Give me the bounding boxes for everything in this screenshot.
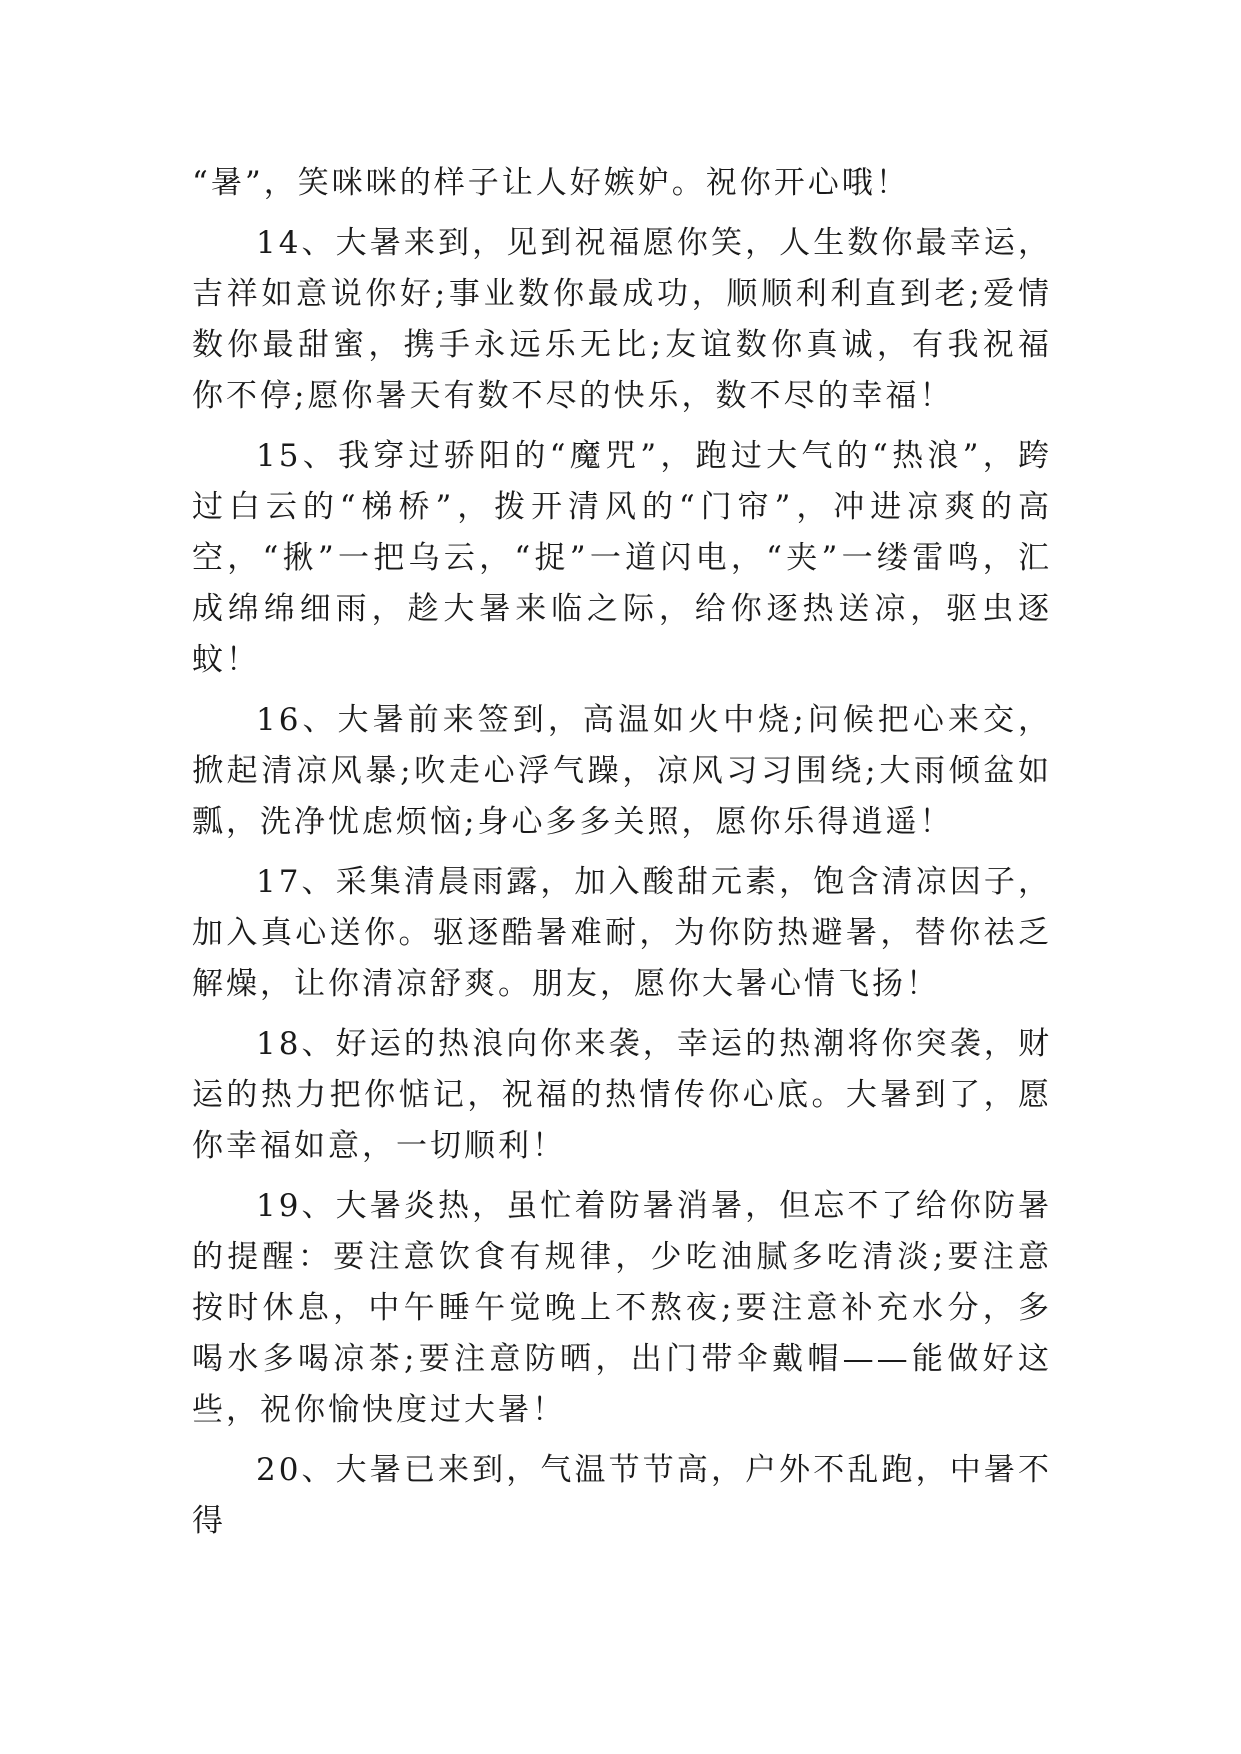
paragraph-20: 20、大暑已来到，气温节节高，户外不乱跑，中暑不得 [192, 1452, 1052, 1539]
paragraph-19: 19、大暑炎热，虽忙着防暑消暑，但忘不了给你防暑的提醒：要注意饮食有规律，少吃油腻多吃清淡;要注意按时休息，中午睡午觉晚上不熬夜;要注意补充水分，多喝水多喝凉茶;要注意防晒，出门带伞戴帽——能做好这些，祝你愉快度过大暑！ [192, 1188, 1052, 1428]
document-body [192, 158, 1052, 1547]
paragraph-16: 16、大暑前来签到，高温如火中烧;问候把心来交，掀起清凉风暴;吹走心浮气躁，凉风习习围绕;大雨倾盆如瓢，洗净忧虑烦恼;身心多多关照，愿你乐得逍遥！ [192, 702, 1052, 840]
paragraph-18: 18、好运的热浪向你来袭，幸运的热潮将你突袭，财运的热力把你惦记，祝福的热情传你心底。大暑到了，愿你幸福如意，一切顺利！ [192, 1026, 1052, 1164]
paragraph-17: 17、采集清晨雨露，加入酸甜元素，饱含清凉因子，加入真心送你。驱逐酷暑难耐，为你防热避暑，替你祛乏解燥，让你清凉舒爽。朋友，愿你大暑心情飞扬！ [192, 864, 1052, 1002]
paragraph-14: 14、大暑来到，见到祝福愿你笑，人生数你最幸运，吉祥如意说你好;事业数你最成功，顺顺利利直到老;爱情数你最甜蜜，携手永远乐无比;友谊数你真诚，有我祝福你不停;愿你暑天有数不尽的快乐，数不尽的幸福！ [192, 225, 1052, 414]
paragraph-15: 15、我穿过骄阳的“魔咒”，跑过大气的“热浪”，跨过白云的“梯桥”，拨开清风的“门帘”，冲进凉爽的高空，“揪”一把乌云，“捉”一道闪电，“夹”一缕雷鸣，汇成绵绵细雨，趁大暑来临之际，给你逐热送凉，驱虫逐蚊！ [192, 438, 1052, 678]
paragraph-continuation: “暑”，笑咪咪的样子让人好嫉妒。祝你开心哦！ [192, 165, 910, 201]
